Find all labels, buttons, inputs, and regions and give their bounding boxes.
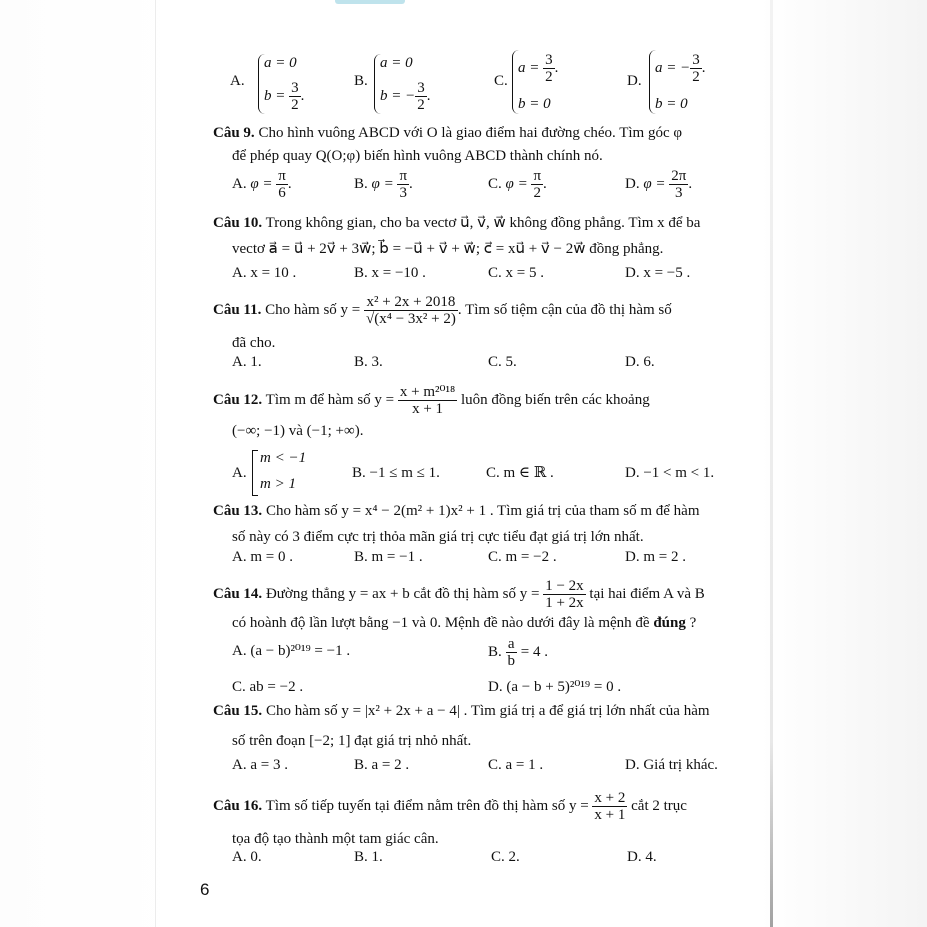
q11-option-b: B. 3. [354, 354, 383, 370]
system-line-1: a = − $\frac{3}{2}$ . [655, 52, 706, 85]
q11-option-a: A. 1. [232, 354, 262, 370]
q12-line-2: (−∞; −1) và (−1; +∞). [232, 423, 364, 439]
q12-option-b: B. −1 ≤ m ≤ 1. [352, 465, 440, 481]
question-number: Câu 12. [213, 391, 263, 408]
q16-option-d: D. 4. [627, 849, 657, 865]
q15-option-b: B. a = 2 . [354, 757, 410, 773]
option-label: D. [627, 73, 642, 89]
q9-line-2 [232, 147, 603, 165]
q14-option-d: D. (a − b + 5)²⁰¹⁹ = 0 . [488, 679, 622, 695]
option-label: B. [354, 73, 368, 89]
question-text: để phép quay Q(O;φ) biến hình vuông ABCD thành chính nó. [232, 148, 603, 164]
question-text: cắt 2 trục [627, 797, 687, 814]
q15-line-1 [213, 702, 710, 720]
q16-option-b: B. 1. [354, 849, 383, 865]
question-number: Câu 10. [213, 215, 263, 231]
q13-line-2: số này có 3 điểm cực trị thỏa mãn giá trị cực tiểu đạt giá trị lớn nhất. [232, 529, 644, 545]
question-number: Câu 9. [213, 125, 255, 141]
system-line-2: b = 0 [655, 96, 688, 112]
q10-option-c: C. x = 5 . [488, 265, 544, 281]
q11-line-2: đã cho. [232, 335, 276, 351]
q12-line-1 [213, 384, 650, 417]
q9-option-c: C. φ = $\frac{\pi}{2}$ . [488, 168, 547, 201]
q10-line-1 [213, 214, 700, 232]
q11-option-d: D. 6. [625, 354, 655, 370]
q14-option-b: B. $\frac{a}{b}$ = 4 . [488, 636, 548, 669]
q9-option-a: A. φ = $\frac{\pi}{6}$ . [232, 168, 292, 201]
question-number: Câu 14. [213, 585, 263, 602]
question-text: Cho hàm số y = [265, 301, 364, 318]
q12-option-c: C. m ∈ ℝ . [486, 465, 554, 481]
question-text: Cho hàm số y = |x² + 2x + a − 4| . Tìm giá trị a để giá trị lớn nhất của hàm [265, 703, 710, 719]
option-label: A. [230, 73, 245, 89]
q15-option-a: A. a = 3 . [232, 757, 288, 773]
emphasis-text: đúng [653, 615, 686, 631]
q10-option-a: A. x = 10 . [232, 265, 297, 281]
q10-option-b: B. x = −10 . [354, 265, 426, 281]
q16-option-a: A. 0. [232, 849, 262, 865]
q8-option-d [627, 52, 706, 112]
q11-option-c: C. 5. [488, 354, 517, 370]
q9-option-d: D. φ = $\frac{2\pi}{3}$ . [625, 168, 693, 201]
page-number: 6 [200, 880, 210, 899]
question-number: Câu 13. [213, 503, 263, 519]
q10-line-2 [232, 240, 663, 258]
q14-option-a: A. (a − b)²⁰¹⁹ = −1 . [232, 643, 351, 659]
question-text: Cho hàm số y = x⁴ − 2(m² + 1)x² + 1 . Tìm giá trị của tham số m để hàm [265, 503, 700, 519]
q15-option-d: D. Giá trị khác. [625, 757, 718, 773]
question-number: Câu 11. [213, 301, 262, 318]
q9-option-b: B. φ = $\frac{\pi}{3}$ . [354, 168, 413, 201]
q13-option-c: C. m = −2 . [488, 549, 557, 565]
q16-line-2: tọa độ tạo thành một tam giác cân. [232, 831, 439, 847]
question-text: Tìm số tiếp tuyến tại điểm nằm trên đồ thị hàm số y = [265, 797, 593, 814]
q13-option-b: B. m = −1 . [354, 549, 423, 565]
q8-option-c [494, 52, 559, 112]
system-line-1: a = $\frac{3}{2}$ . [518, 52, 559, 85]
fraction: $\frac{\text{x² + 2x + 2018}}{\text{√(x⁴ − 3x² + 2)}}$ [366, 294, 456, 327]
question-text: luôn đồng biến trên các khoảng [457, 391, 650, 408]
q9-line-1 [213, 124, 682, 142]
question-text: Trong không gian, cho ba vectơ u⃗, v⃗, w⃗ không đồng phẳng. Tìm x để ba [265, 215, 701, 231]
q16-line-1 [213, 790, 687, 823]
fraction: $\frac{\text{x + m²⁰¹⁸}}{x + 1}$ [399, 384, 456, 417]
question-number: Câu 16. [213, 797, 263, 814]
q13-option-d: D. m = 2 . [625, 549, 686, 565]
q13-option-a: A. m = 0 . [232, 549, 293, 565]
q11-line-1 [213, 294, 672, 327]
q14-option-c: C. ab = −2 . [232, 679, 304, 695]
option-label: C. [494, 73, 508, 89]
system-line-2: b = 0 [518, 96, 551, 112]
bracket-icon [252, 450, 258, 496]
q14-line-1 [213, 578, 705, 611]
question-text: tại hai điểm A và B [585, 585, 705, 602]
question-text: . Tìm số tiệm cận của đồ thị hàm số [457, 301, 672, 318]
q8-option-a [230, 55, 305, 113]
q12-option-a: A. m < −1 m > 1 [232, 464, 247, 482]
q10-option-d: D. x = −5 . [625, 265, 691, 281]
system-line-1: a = 0 [380, 55, 413, 71]
q15-line-2: số trên đoạn [−2; 1] đạt giá trị nhỏ nhất. [232, 733, 472, 749]
q16-option-c: C. 2. [491, 849, 520, 865]
question-text: vectơ a⃗ = u⃗ + 2v⃗ + 3w⃗; b⃗ = −u⃗ + v⃗ + w⃗; c⃗ = xu⃗ + v⃗ − 2w⃗ đồng phẳng. [232, 241, 664, 257]
fraction: $\frac{1 - 2x}{1 + 2x}$ [545, 578, 584, 611]
question-text: Tìm m để hàm số y = [265, 391, 398, 408]
q13-line-1 [213, 502, 700, 520]
q12-option-d: D. −1 < m < 1. [625, 465, 715, 481]
system-line-2: b = $\frac{3}{2}$ . [264, 80, 305, 113]
question-text: Cho hình vuông ABCD với O là giao điểm hai đường chéo. Tìm góc φ [258, 125, 683, 141]
system-line-1: a = 0 [264, 55, 297, 71]
question-text: Đường thẳng y = ax + b cắt đồ thị hàm số y = [265, 585, 544, 602]
fraction: $\frac{x + 2}{x + 1}$ [594, 790, 626, 823]
q14-line-2: có hoành độ lần lượt bằng −1 và 0. Mệnh đề nào dưới đây là mệnh đề đúng ? [232, 615, 697, 631]
q8-option-b [354, 55, 431, 113]
q15-option-c: C. a = 1 . [488, 757, 544, 773]
system-line-2: b = − $\frac{3}{2}$ . [380, 80, 431, 113]
question-number: Câu 15. [213, 703, 263, 719]
